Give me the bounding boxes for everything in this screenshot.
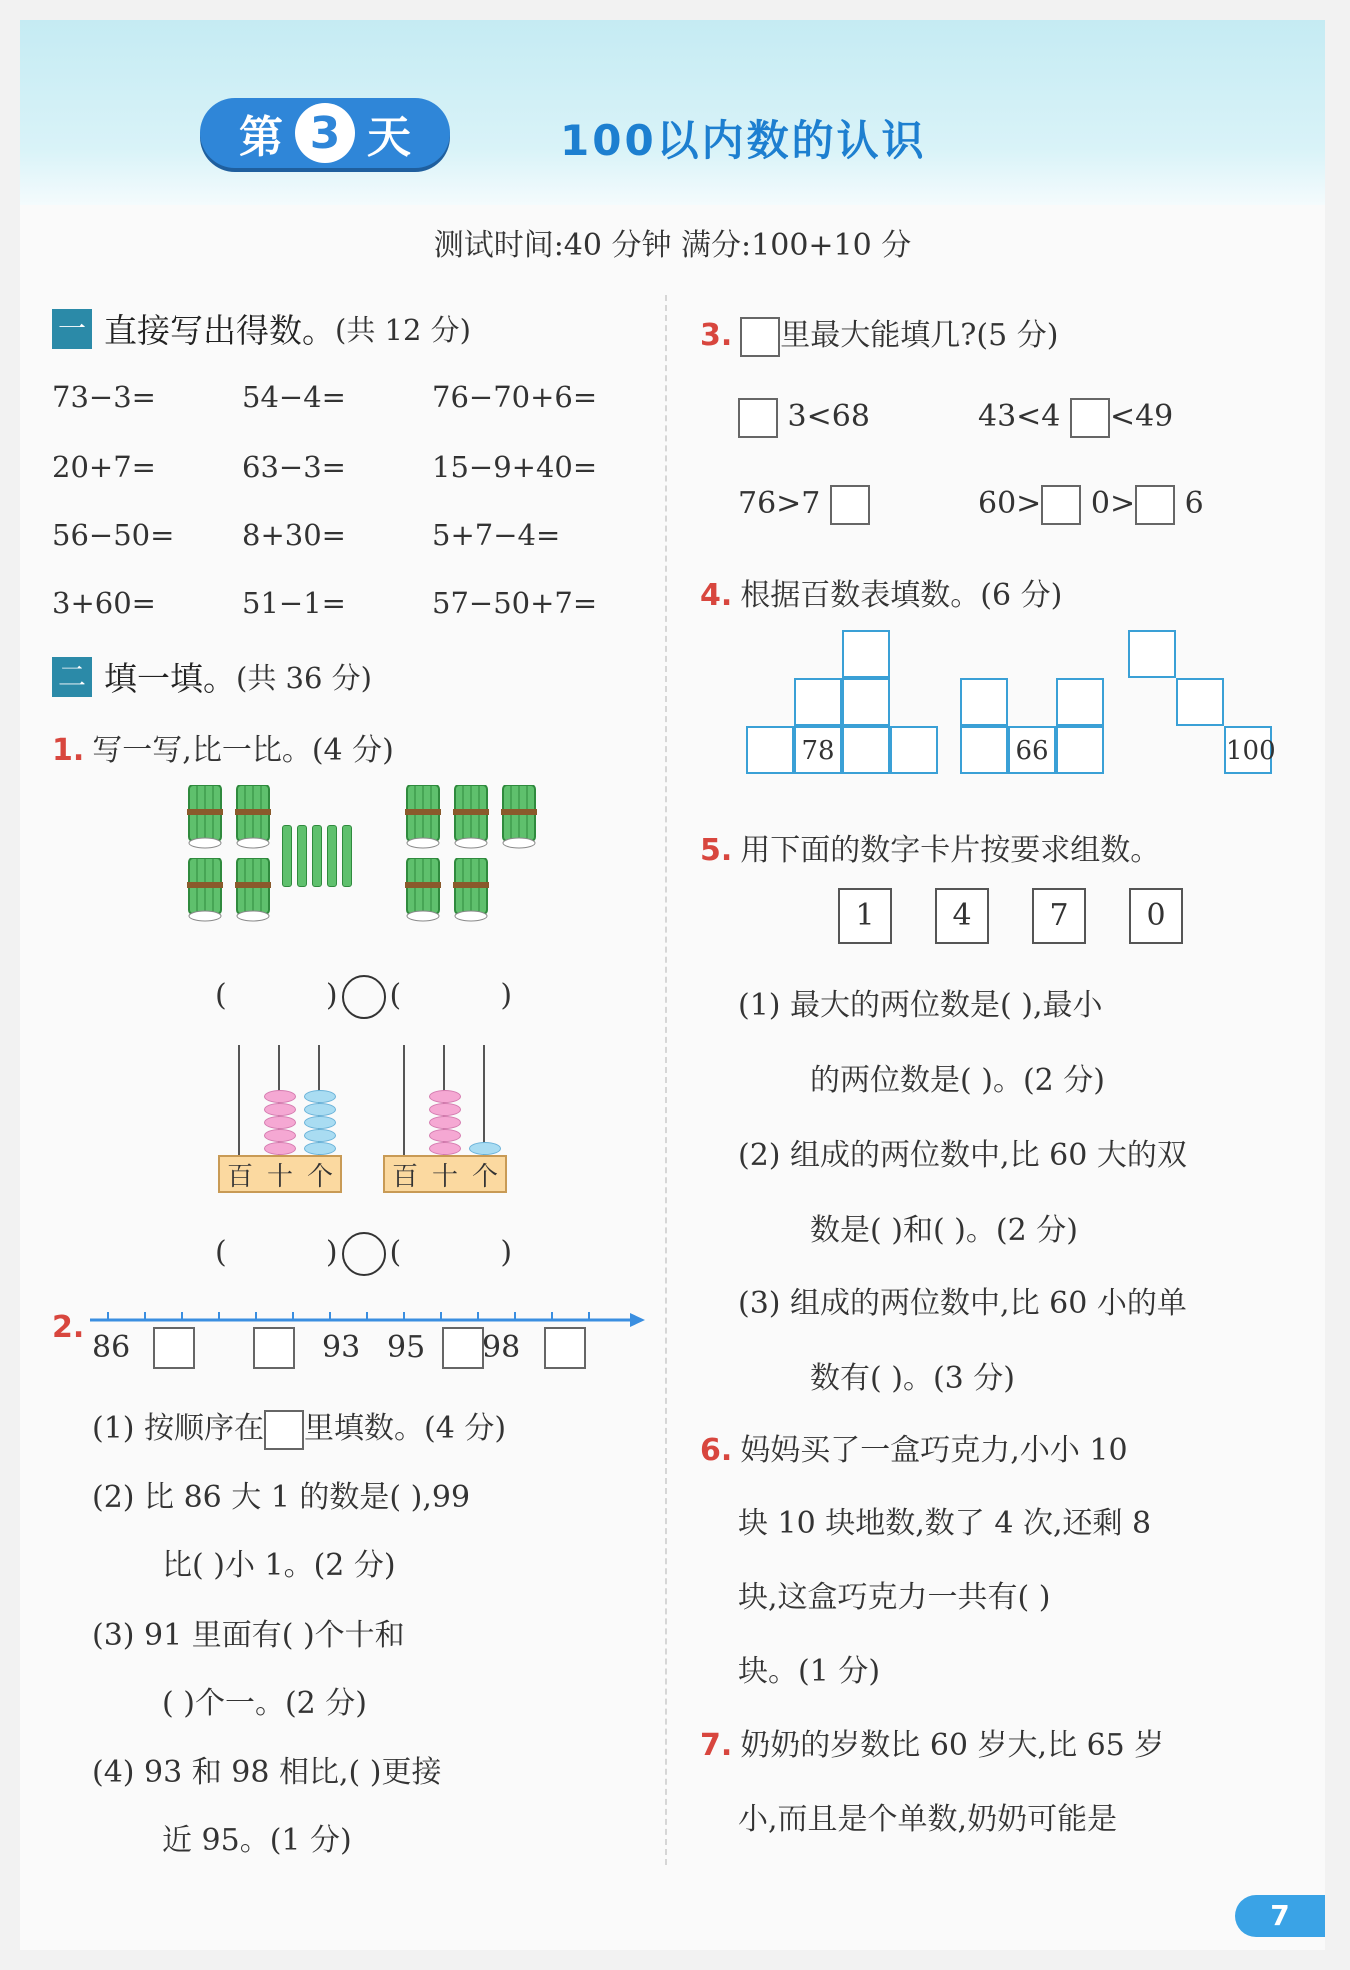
item-text: 76>7 xyxy=(738,486,821,521)
grid-cell[interactable] xyxy=(960,726,1008,774)
bead-tens xyxy=(264,1142,296,1155)
question-text: 写一写,比一比。(4 分) xyxy=(92,733,394,768)
digit-card: 7 xyxy=(1032,888,1086,944)
grid-cell-given: 66 xyxy=(1008,726,1056,774)
day-badge xyxy=(200,98,450,168)
question-text: 妈妈买了一盒巧克力,小小 10 xyxy=(740,1433,1128,1468)
item-text: 3<68 xyxy=(787,399,870,434)
single-stick xyxy=(342,825,352,887)
question-6-line1 xyxy=(700,1425,1128,1469)
section-2-points: (共 36 分) xyxy=(236,661,372,695)
answer-box[interactable] xyxy=(830,485,870,525)
place-ones: 个 xyxy=(471,1161,498,1192)
single-stick xyxy=(297,825,307,887)
bead-tens xyxy=(429,1129,461,1142)
grid-cell[interactable] xyxy=(960,678,1008,726)
test-info: 测试时间:40 分钟 满分:100+10 分 xyxy=(433,228,912,263)
place-tens: 十 xyxy=(431,1161,458,1192)
section-1-points: (共 12 分) xyxy=(335,313,471,347)
bead-tens xyxy=(429,1116,461,1129)
equation: 20+7= xyxy=(52,450,156,484)
paren-close: ) xyxy=(500,978,513,1013)
single-stick xyxy=(282,825,292,887)
equation: 3+60= xyxy=(52,586,156,620)
question-number: 3. xyxy=(700,318,733,353)
page-title: 100以内数的认识 xyxy=(560,116,927,165)
item-text: 43<4 xyxy=(978,399,1061,434)
number-line-box[interactable] xyxy=(253,1327,295,1369)
question-7-line2: 小,而且是个单数,奶奶可能是 xyxy=(738,1802,1118,1837)
section-2-mark: 二 xyxy=(52,657,92,697)
compare-row-1 xyxy=(215,975,512,1019)
stick-bundle xyxy=(451,858,491,912)
answer-box[interactable] xyxy=(1041,485,1081,525)
abacus-rod xyxy=(403,1045,405,1170)
inline-box xyxy=(740,317,780,357)
single-stick xyxy=(312,825,322,887)
sub-text: (1) 按顺序在 xyxy=(92,1411,265,1446)
paren-open: ( xyxy=(215,1235,227,1270)
day-number: 3 xyxy=(295,103,355,163)
q3-item-c xyxy=(738,485,870,525)
item-text: 60> xyxy=(978,486,1042,521)
equation: 15−9+40= xyxy=(432,450,598,484)
q2-sub4-line1: (4) 93 和 98 相比,( )更接 xyxy=(92,1755,442,1790)
question-number: 1. xyxy=(52,733,85,768)
compare-circle[interactable] xyxy=(342,1232,386,1276)
question-number: 2. xyxy=(52,1310,85,1345)
tick-label: 93 xyxy=(322,1330,361,1365)
abacus-base xyxy=(383,1155,507,1193)
item-text: 6 xyxy=(1184,486,1204,521)
q3-item-a xyxy=(738,398,870,438)
section-2-heading xyxy=(52,653,372,700)
equation: 51−1= xyxy=(242,586,346,620)
section-1-mark: 一 xyxy=(52,309,92,349)
place-hundreds: 百 xyxy=(226,1161,253,1192)
bead-ones xyxy=(304,1129,336,1142)
bead-ones xyxy=(304,1142,336,1155)
grid-cell-given: 78 xyxy=(794,726,842,774)
page-number: 7 xyxy=(1235,1895,1325,1937)
bead-tens xyxy=(264,1116,296,1129)
stick-bundle xyxy=(233,858,273,912)
bead-tens xyxy=(264,1103,296,1116)
q5-sub1-line2: 的两位数是( )。(2 分) xyxy=(810,1063,1105,1098)
q2-sub3-line1: (3) 91 里面有( )个十和 xyxy=(92,1618,405,1653)
question-number: 4. xyxy=(700,578,733,613)
q3-item-b xyxy=(978,398,1173,438)
q2-sub2-line1: (2) 比 86 大 1 的数是( ),99 xyxy=(92,1480,471,1515)
question-5 xyxy=(700,825,1160,869)
stick-bundle xyxy=(185,785,225,839)
bead-tens xyxy=(264,1129,296,1142)
question-number: 6. xyxy=(700,1433,733,1468)
question-text: 里最大能填几?(5 分) xyxy=(780,318,1059,353)
grid-cell[interactable] xyxy=(890,726,938,774)
day-prefix: 第 xyxy=(239,112,283,163)
inline-box xyxy=(264,1410,304,1450)
grid-cell[interactable] xyxy=(1128,630,1176,678)
equation: 76−70+6= xyxy=(432,380,598,414)
stick-bundle xyxy=(185,858,225,912)
number-line-box[interactable] xyxy=(153,1327,195,1369)
sub-text: 里填数。(4 分) xyxy=(304,1411,507,1446)
equation: 57−50+7= xyxy=(432,586,598,620)
q5-sub2-line1: (2) 组成的两位数中,比 60 大的双 xyxy=(738,1138,1187,1173)
paren-open: ( xyxy=(389,978,402,1013)
answer-box[interactable] xyxy=(1135,485,1175,525)
equation: 73−3= xyxy=(52,380,156,414)
bead-tens xyxy=(429,1090,461,1103)
equation: 56−50= xyxy=(52,518,175,552)
place-ones: 个 xyxy=(306,1161,333,1192)
question-3 xyxy=(700,310,1058,357)
digit-card: 0 xyxy=(1129,888,1183,944)
grid-cell[interactable] xyxy=(842,630,890,678)
paren-open: ( xyxy=(389,1235,402,1270)
question-6-line4: 块。(1 分) xyxy=(738,1654,881,1689)
header-banner xyxy=(20,20,1325,205)
paren-close: ) xyxy=(325,1235,338,1270)
q2-sub4-line2: 近 95。(1 分) xyxy=(162,1823,352,1858)
stick-bundle xyxy=(499,785,539,839)
q5-sub3-line1: (3) 组成的两位数中,比 60 小的单 xyxy=(738,1286,1187,1321)
q2-sub3-line2: ( )个一。(2 分) xyxy=(162,1686,367,1721)
compare-circle[interactable] xyxy=(342,975,386,1019)
bead-tens xyxy=(429,1103,461,1116)
grid-cell[interactable] xyxy=(794,678,842,726)
grid-cell[interactable] xyxy=(1176,678,1224,726)
question-1 xyxy=(52,725,394,769)
question-7-line1 xyxy=(700,1720,1164,1764)
question-text: 奶奶的岁数比 60 岁大,比 65 岁 xyxy=(740,1728,1165,1763)
q3-item-d xyxy=(978,485,1204,525)
question-6-line3: 块,这盒巧克力一共有( ) xyxy=(738,1580,1051,1615)
q5-sub1-line1: (1) 最大的两位数是( ),最小 xyxy=(738,988,1103,1023)
section-1-heading xyxy=(52,305,471,352)
item-text: <49 xyxy=(1109,399,1174,434)
paren-close: ) xyxy=(500,1235,513,1270)
tick-label: 86 xyxy=(92,1330,131,1365)
tick-label: 98 xyxy=(482,1330,521,1365)
tick-label: 95 xyxy=(387,1330,426,1365)
stick-bundle xyxy=(403,858,443,912)
number-line-box[interactable] xyxy=(544,1327,586,1369)
equation: 54−4= xyxy=(242,380,346,414)
digit-card: 4 xyxy=(935,888,989,944)
abacus-rod xyxy=(238,1045,240,1170)
q2-sub2-line2: 比( )小 1。(2 分) xyxy=(162,1548,396,1583)
question-4 xyxy=(700,570,1062,614)
stick-bundle xyxy=(403,785,443,839)
column-divider xyxy=(665,295,667,1865)
question-2-number xyxy=(52,1310,92,1345)
equation: 63−3= xyxy=(242,450,346,484)
stick-bundle xyxy=(233,785,273,839)
place-tens: 十 xyxy=(266,1161,293,1192)
grid-cell[interactable] xyxy=(746,726,794,774)
question-number: 7. xyxy=(700,1728,733,1763)
grid-cell[interactable] xyxy=(842,678,890,726)
section-2-title: 填一填。 xyxy=(104,659,236,698)
worksheet-page xyxy=(20,20,1325,1950)
compare-row-2 xyxy=(215,1232,512,1276)
question-6-line2: 块 10 块地数,数了 4 次,还剩 8 xyxy=(738,1506,1152,1541)
single-stick xyxy=(327,825,337,887)
paren-close: ) xyxy=(325,978,338,1013)
bead-ones xyxy=(304,1090,336,1103)
abacus-base xyxy=(218,1155,342,1193)
bead-ones xyxy=(304,1116,336,1129)
paren-open: ( xyxy=(215,978,227,1013)
grid-cell[interactable] xyxy=(1056,726,1104,774)
section-1-title: 直接写出得数。 xyxy=(104,311,335,350)
day-suffix: 天 xyxy=(367,112,411,163)
answer-box[interactable] xyxy=(1070,398,1110,438)
bead-tens xyxy=(429,1142,461,1155)
digit-card: 1 xyxy=(838,888,892,944)
place-hundreds: 百 xyxy=(391,1161,418,1192)
bead-tens xyxy=(264,1090,296,1103)
grid-cell[interactable] xyxy=(842,726,890,774)
grid-cell[interactable] xyxy=(1056,678,1104,726)
question-text: 根据百数表填数。(6 分) xyxy=(740,578,1063,613)
question-number: 5. xyxy=(700,833,733,868)
question-text: 用下面的数字卡片按要求组数。 xyxy=(740,833,1161,868)
q5-sub3-line2: 数有( )。(3 分) xyxy=(810,1361,1015,1396)
number-line-box[interactable] xyxy=(442,1327,484,1369)
equation: 5+7−4= xyxy=(432,518,561,552)
stick-bundle xyxy=(451,785,491,839)
q2-sub1 xyxy=(92,1403,506,1450)
answer-box[interactable] xyxy=(738,398,778,438)
item-text: 0> xyxy=(1090,486,1136,521)
equation: 8+30= xyxy=(242,518,346,552)
bead-ones xyxy=(304,1103,336,1116)
bead-ones xyxy=(469,1142,501,1155)
grid-cell-given: 100 xyxy=(1224,726,1272,774)
q5-sub2-line2: 数是( )和( )。(2 分) xyxy=(810,1213,1078,1248)
